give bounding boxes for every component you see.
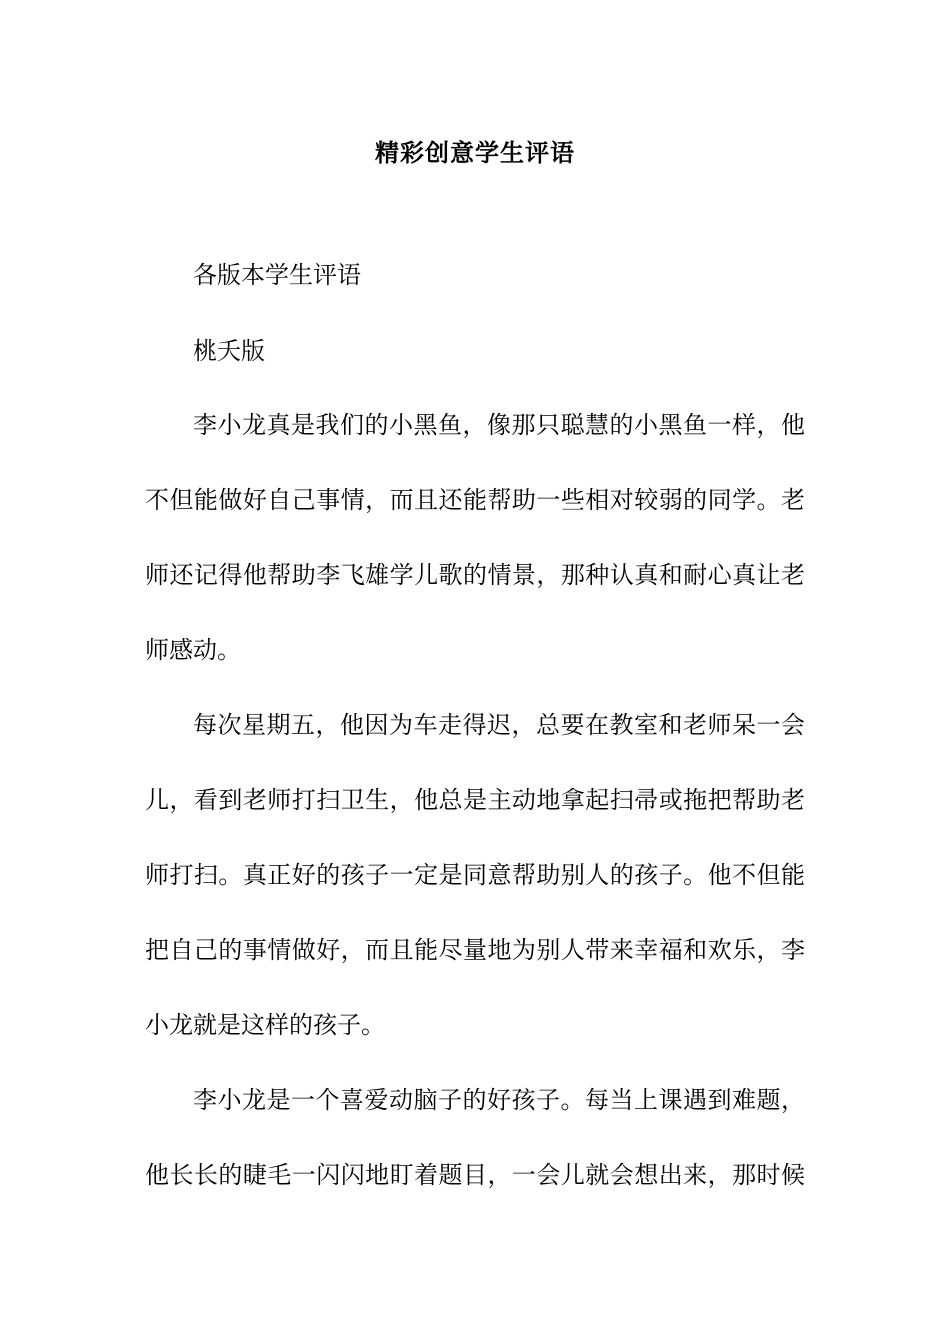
paragraph-line: 师还记得他帮助李飞雄学儿歌的情景，那种认真和耐心真让老 (145, 561, 805, 589)
section-heading: 各版本学生评语 (193, 261, 361, 289)
paragraph-line: 师打扫。真正好的孩子一定是同意帮助别人的孩子。他不但能 (145, 861, 805, 889)
version-label: 桃夭版 (193, 337, 265, 365)
paragraph-line: 不但能做好自己事情，而且还能帮助一些相对较弱的同学。老 (145, 486, 805, 514)
paragraph-line: 李小龙是一个喜爱动脑子的好孩子。每当上课遇到难题， (193, 1086, 805, 1114)
paragraph-line: 李小龙真是我们的小黑鱼，像那只聪慧的小黑鱼一样，他 (193, 411, 805, 439)
paragraph-line: 每次星期五，他因为车走得迟，总要在教室和老师呆一会 (193, 711, 805, 739)
document-title: 精彩创意学生评语 (375, 138, 575, 167)
paragraph-line: 小龙就是这样的孩子。 (145, 1011, 385, 1039)
paragraph-line: 儿，看到老师打扫卫生，他总是主动地拿起扫帚或拖把帮助老 (145, 786, 805, 814)
paragraph-line: 师感动。 (145, 636, 241, 664)
paragraph-line: 他长长的睫毛一闪闪地盯着题目，一会儿就会想出来，那时候 (145, 1161, 805, 1189)
paragraph-line: 把自己的事情做好，而且能尽量地为别人带来幸福和欢乐，李 (145, 936, 805, 964)
